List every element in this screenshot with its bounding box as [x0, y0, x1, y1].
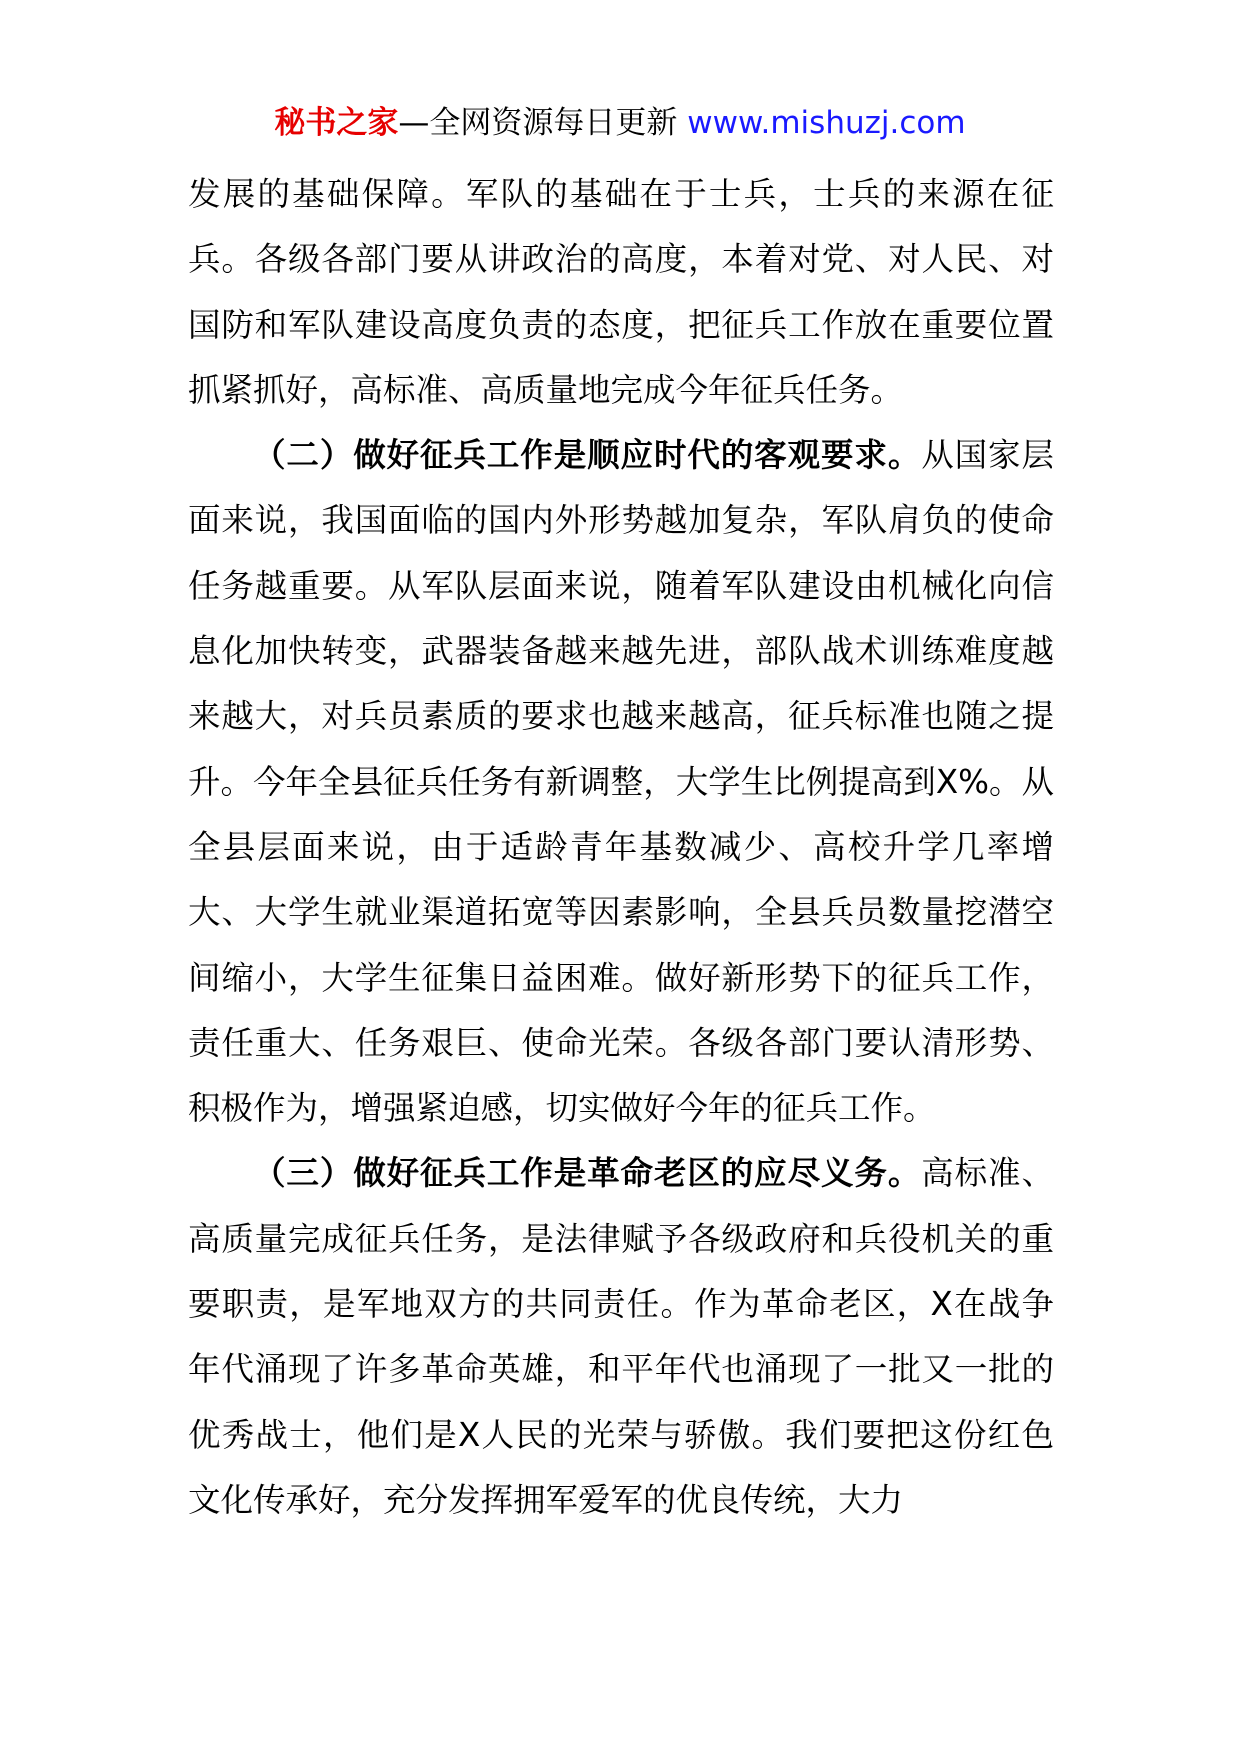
document-body: [188, 162, 1054, 1533]
paragraph-1: [188, 162, 1054, 423]
paragraph-text: 从国家层面来说，我国面临的国内外形势越加复杂，军队肩负的使命任务越重要。从军队层面来说，随着军队建设由机械化向信息化加快转变，武器装备越来越先进，部队战术训练难度越来越大，对兵员素质的要求也越来越高，征兵标准也随之提升。今年全县征兵任务有新调整，大学生比例提高到X%。从全县层面来说，由于适龄青年基数减少、高校升学几率增大、大学生就业渠道拓宽等因素影响，全县兵员数量挖潜空间缩小，大学生征集日益困难。做好新形势下的征兵工作，责任重大、任务艰巨、使命光荣。各级各部门要认清形势、积极作为，增强紧迫感，切实做好今年的征兵工作。: [188, 436, 1054, 1128]
paragraph-lead: （二）做好征兵工作是顺应时代的客观要求。: [253, 436, 922, 475]
site-brand: 秘书之家: [274, 105, 399, 141]
site-url-link[interactable]: www.mishuzj.com: [687, 105, 966, 141]
site-header: [0, 103, 1240, 143]
site-tagline: —全网资源每日更新: [398, 105, 678, 141]
paragraph-text: 高标准、高质量完成征兵任务，是法律赋予各级政府和兵役机关的重要职责，是军地双方的共同责任。作为革命老区，X在战争年代涌现了许多革命英雄，和平年代也涌现了一批又一批的优秀战士，他们是X人民的光荣与骄傲。我们要把这份红色文化传承好，充分发挥拥军爱军的优良传统，大力: [188, 1154, 1054, 1519]
paragraph-text: 发展的基础保障。军队的基础在于士兵，士兵的来源在征兵。各级各部门要从讲政治的高度，本着对党、对人民、对国防和军队建设高度负责的态度，把征兵工作放在重要位置抓紧抓好，高标准、高质量地完成今年征兵任务。: [188, 175, 1054, 409]
paragraph-2: [188, 423, 1054, 1141]
paragraph-lead: （三）做好征兵工作是革命老区的应尽义务。: [253, 1154, 922, 1193]
paragraph-3: [188, 1141, 1054, 1533]
